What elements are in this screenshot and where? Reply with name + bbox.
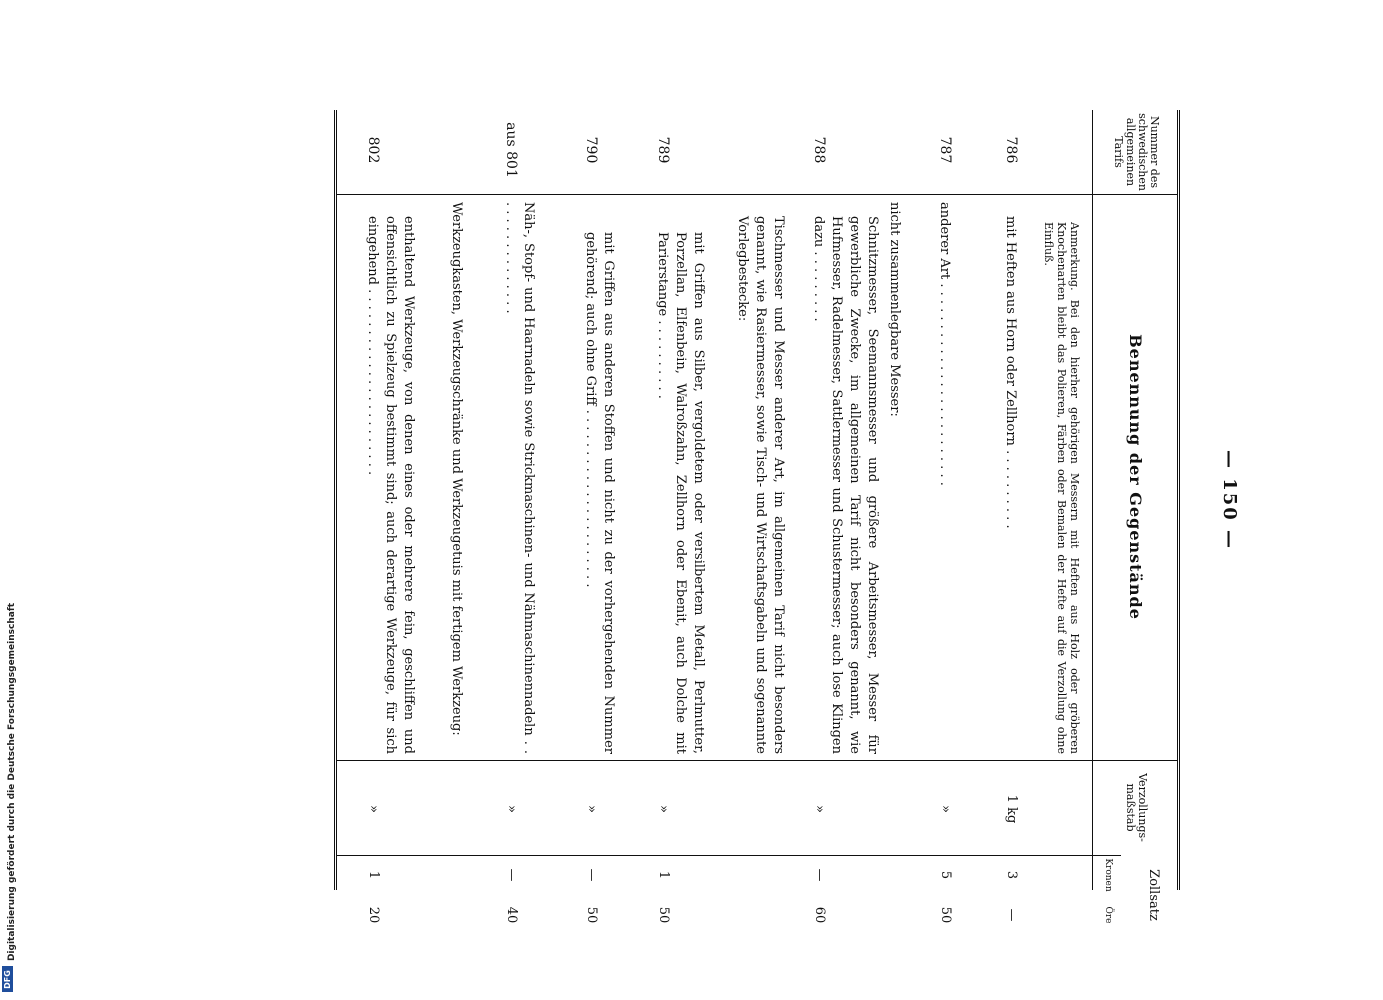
header-duty: Zollsatz <box>1146 869 1161 921</box>
row-unit: 1 kg <box>1004 794 1019 824</box>
row-tariff-number: 789 <box>655 136 671 164</box>
row-tariff-number: 786 <box>1003 136 1019 164</box>
document-page <box>230 110 1240 924</box>
row-description: enthaltend Werkzeuge, von denen eines oder mehrere fein, geschliffen und offensichtlich zu Spielzeug bestimmt sind; auch derartige Werkzeuge, für sich eingehend . . . . . . . . . . . . . . . . . . . . . . . <box>365 216 416 754</box>
row-tariff-number: 790 <box>583 136 599 164</box>
header-description: Benennung der Gegenstände <box>1126 334 1145 620</box>
row-kronen: — <box>584 868 599 882</box>
row-unit: » <box>504 805 519 813</box>
row-unit: » <box>584 805 599 813</box>
row-description: Tischmesser und Messer anderer Art, im allgemeinen Tarif nicht besonders genannt, wie Rasiermesser, sowie Tisch- und Wirtschaftsgabeln und sogenannte Vorlegbestecke: <box>735 216 786 754</box>
row-kronen: 1 <box>366 870 381 880</box>
row-unit: » <box>938 805 953 813</box>
row-tariff-number: 787 <box>937 136 953 164</box>
row-tariff-number: aus 801 <box>503 122 519 178</box>
row-tariff-number: 788 <box>811 136 827 164</box>
row-description: Schnitzmesser, Seemannsmesser und größere Arbeitsmesser, Messer für gewerbliche Zwecke, im allgemeinen Tarif nicht besonders genannt, wie Hufmesser, Radelmesser, Sattlermesser und Schustermesser; auch lose Klingen dazu . . . . . . . . . <box>811 216 880 754</box>
row-kronen: 1 <box>656 870 671 880</box>
row-unit: » <box>366 805 381 813</box>
row-description: nicht zusammenlegbare Messer: <box>887 202 902 417</box>
row-ore: 40 <box>504 906 519 924</box>
row-description: Näh-, Stopf- und Haarnadeln sowie Strickmaschinen- und Nähmaschinennadeln . . . . . . . . . . . . . . . . <box>503 202 536 754</box>
digitization-credit: Digitalisierung gefördert durch die Deutsche Forschungsgemeinschaft <box>7 602 17 962</box>
row-ore: 60 <box>812 906 827 924</box>
row-ore: 20 <box>366 906 381 924</box>
row-ore: 50 <box>938 906 953 924</box>
row-kronen: 3 <box>1004 870 1019 880</box>
row-description: mit Griffen aus anderen Stoffen und nicht zu der vorhergehenden Nummer gehörend; auch ohne Griff . . . . . . . . . . . . . . . . . . . . . . <box>583 232 616 754</box>
header-ore: Öre <box>1103 906 1113 924</box>
column-rule <box>337 194 1177 195</box>
row-unit: » <box>812 805 827 813</box>
row-ore: — <box>1004 908 1019 922</box>
row-kronen: 5 <box>938 870 953 880</box>
page-number: — 150 — <box>1219 449 1240 551</box>
row-description: Anmerkung. Bei den hierher gehörigen Messern mit Heften aus Holz oder gröberen Knochenarten bleibt das Polieren, Färben oder Bemalen der Hefte auf die Verzollung ohne Einfluß. <box>1042 222 1081 754</box>
header-number: Nummer des schwedischen allgemeinen Tarifs <box>1112 113 1161 191</box>
row-kronen: — <box>504 868 519 882</box>
row-ore: 50 <box>584 906 599 924</box>
row-description: Werkzeugkasten, Werkzeugschränke und Werkzeugetuis mit fertigem Werkzeug: <box>449 202 464 736</box>
header-unit: Verzollungs-maßstab <box>1124 773 1149 842</box>
row-description: mit Griffen aus Silber, vergoldetem oder versilbertem Metall, Perlmutter, Porzellan, Elfenbein, Walroßzahn, Zellhorn oder Ebenit, auch Dolche mit Parierstange . . . . . . . . . . <box>655 232 706 754</box>
digitization-footer <box>0 0 24 1000</box>
header-kronen: Kronen <box>1103 858 1113 892</box>
row-unit: » <box>656 805 671 813</box>
row-ore: 50 <box>656 906 671 924</box>
row-kronen: — <box>812 868 827 882</box>
row-description: mit Heften aus Horn oder Zellhorn . . . . . . . . . . <box>1003 216 1018 529</box>
tariff-table <box>334 110 1180 924</box>
row-tariff-number: 802 <box>365 136 381 164</box>
dfg-logo: DFG <box>2 966 13 992</box>
row-description: anderer Art . . . . . . . . . . . . . . . . . . . . . . . . . <box>937 202 952 486</box>
column-rule <box>337 760 1177 761</box>
